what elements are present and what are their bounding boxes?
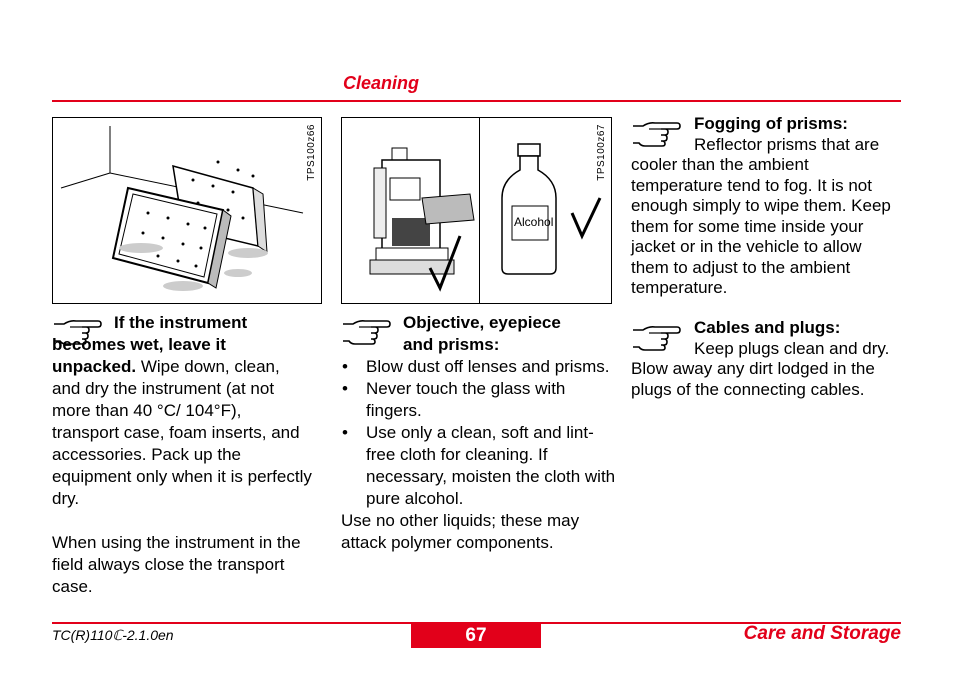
figure-divider bbox=[479, 118, 480, 303]
wet-case-illustration bbox=[53, 118, 321, 303]
liquids-warning: Use no other liquids; these may attack polymer components. bbox=[341, 511, 580, 552]
column-2 bbox=[341, 312, 616, 554]
figure-cleaning bbox=[341, 117, 612, 304]
note-heading: If the instrument becomes wet, leave it unpacked. bbox=[52, 313, 248, 376]
column-3-fogging bbox=[631, 114, 903, 299]
note-heading: Cables and plugs: bbox=[694, 318, 841, 337]
figure-wet-case bbox=[52, 117, 322, 304]
transport-case-paragraph: When using the instrument in the field always close the transport case. bbox=[52, 533, 301, 596]
wet-instrument-note bbox=[52, 312, 312, 510]
column-1 bbox=[52, 312, 312, 598]
section-title: Cleaning bbox=[343, 73, 420, 93]
fogging-note bbox=[631, 114, 903, 299]
bottle-label: Alcohol bbox=[514, 215, 554, 229]
chapter-title: Care and Storage bbox=[743, 623, 901, 644]
column-3-cables bbox=[631, 318, 903, 400]
cables-note bbox=[631, 318, 903, 400]
header-rule bbox=[52, 100, 901, 102]
figure-code: TPS100z66 bbox=[306, 124, 317, 181]
optics-list bbox=[341, 356, 616, 510]
note-body: Reflector prisms that are cooler than the ambient temperature tend to fog. It is not enough simply to wipe them. Keep them for some time inside your jacket or in the vehicle to allow them to adjust to the ambient temperature. bbox=[631, 134, 891, 297]
note-heading: Fogging of prisms: bbox=[694, 114, 848, 133]
list-item: • Blow dust off lenses and prisms. bbox=[341, 356, 616, 378]
page-number: 67 bbox=[411, 624, 541, 648]
note-body: Wipe down, clean, and dry the instrument (at not more than 40 °C/ 104°F), transport case, foam inserts, and accessories. Pack up the equipment only when it is perfectly dry. bbox=[52, 357, 312, 508]
cleaning-illustration bbox=[342, 118, 611, 303]
list-item: • Never touch the glass with fingers. bbox=[341, 378, 616, 422]
list-item: • Use only a clean, soft and lint-free cloth for cleaning. If necessary, moisten the cloth with pure alcohol. bbox=[341, 422, 616, 510]
note-body: Keep plugs clean and dry. Blow away any dirt lodged in the plugs of the connecting cables. bbox=[631, 338, 890, 399]
figure-code: TPS100z67 bbox=[596, 124, 607, 181]
optics-heading: Objective, eyepiece and prisms: bbox=[403, 313, 561, 354]
document-id: TC(R)110ℂ-2.1.0en bbox=[52, 627, 174, 643]
